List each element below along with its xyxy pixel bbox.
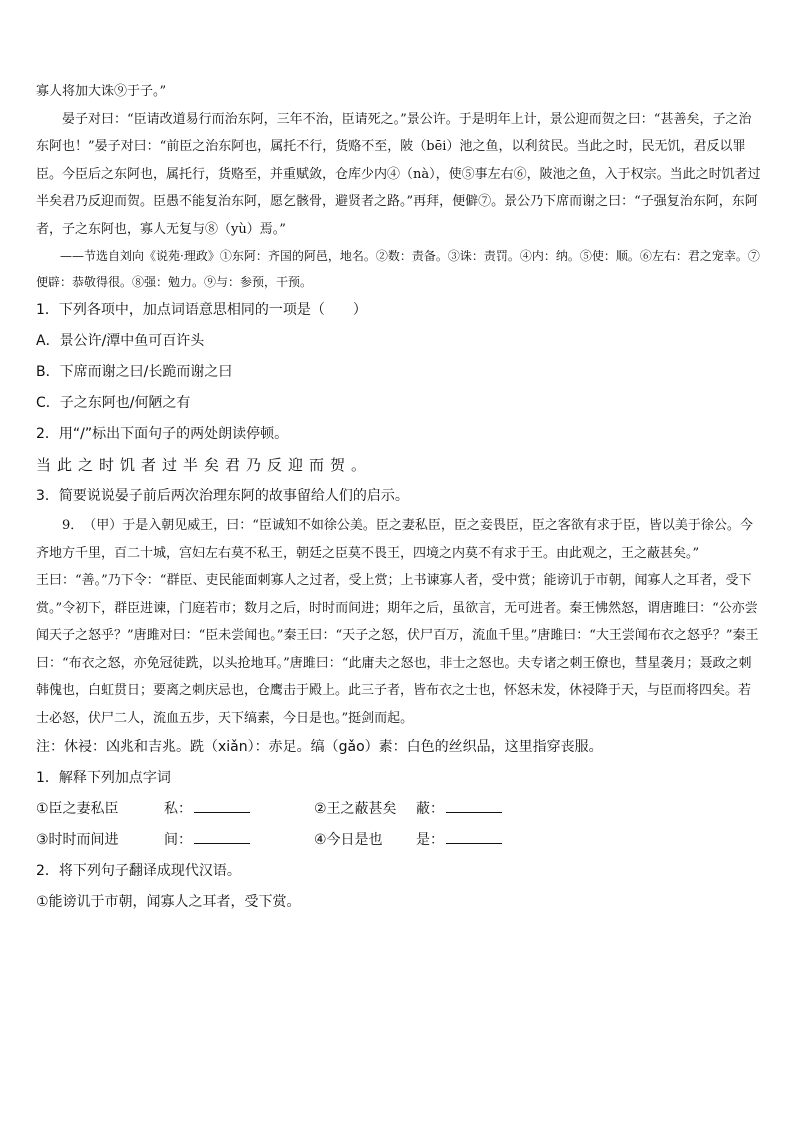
question1-3: 3．简要说说晏子前后两次治理东阿的故事留给人们的启示。 bbox=[36, 488, 409, 504]
question1-2-sentence: 当此之时饥者过半矣君乃反迎而贺。 bbox=[36, 456, 373, 474]
passage2-paragraph2: 王曰：“善。”乃下令：“群臣、吏民能面刺寡人之过者，受上赏；上书谏寡人者，受中赏；能谤讥于市朝，闻寡人之耳者，受下赏。”令初下，群臣进谏，门庭若市；数月之后，时时而间进；期年之后，虽欲言，无可进者。秦王怫然怒，谓唐雎曰：“公亦尝闻天子之怒乎？”唐雎对曰：“臣未尝闻也。”秦王曰：“天子之怒，伏尸百万，流血千里。”唐雎曰：“大王尝闻布衣之怒乎？”秦王曰：“布衣之怒，亦免冠徒跣，以头抢地耳。”唐雎曰：“此庸夫之怒也，非士之怒也。夫专诸之刺王僚也，彗星袭月；聂政之刺韩傀也，白虹贯日；要离之刺庆忌也，仓鹰击于殿上。此三子者，皆布衣之士也，怀怒未发，休祲降于天，与臣而将四矣。若士必怒，伏尸二人，流血五步，天下缟素，今日是也。”挺剑而起。 bbox=[36, 573, 759, 726]
vocab-key: 是： bbox=[416, 832, 444, 848]
answer-blank[interactable] bbox=[446, 829, 502, 844]
option-b: B．下席而谢之曰/长跪而谢之曰 bbox=[36, 364, 233, 380]
question2-2: 2．将下列句子翻译成现代汉语。 bbox=[36, 863, 241, 879]
vocab-key: 间： bbox=[164, 832, 192, 848]
option-c: C．子之东阿也/何陋之有 bbox=[36, 395, 191, 411]
passage1-paragraph: 晏子对曰：“臣请改道易行而治东阿，三年不治，臣请死之。”景公许。于是明年上计，景公迎而贺之曰：“甚善矣，子之治东阿也！”晏子对曰：“前臣之治东阿也，属托不行，货赂不至，陂（bēi）池之鱼，以利贫民。当此之时，民无饥，君反以罪臣。今臣后之东阿也，属托行，货赂至，并重赋敛，仓库少内④（nà），使⑤事左右⑥，陂池之鱼，入于权宗。当此之时饥者过半矣君乃反迎而贺。臣愚不能复治东阿，愿乞骸骨，避贤者之路。”再拜，便僻⑦。景公乃下席而谢之曰：“子强复治东阿，东阿者，子之东阿也，寡人无复与⑧（yù）焉。” bbox=[36, 111, 761, 237]
vocab-item-3 bbox=[36, 825, 250, 856]
vocab-key: 私： bbox=[164, 801, 192, 817]
vocab-item-2 bbox=[314, 794, 502, 825]
vocab-label: ③时时而间进 bbox=[36, 832, 119, 848]
answer-blank[interactable] bbox=[194, 798, 250, 813]
vocab-row-2 bbox=[36, 825, 762, 856]
option-a: A．景公许/潭中鱼可百许头 bbox=[36, 333, 205, 349]
question1-2: 2．用“/”标出下面句子的两处朗读停顿。 bbox=[36, 426, 289, 442]
passage2-note: 注：休祲：凶兆和吉兆。跣（xiǎn）：赤足。缟（gǎo）素：白色的丝织品，这里指穿丧服。 bbox=[36, 739, 603, 755]
question2-1: 1．解释下列加点字词 bbox=[36, 770, 171, 786]
answer-blank[interactable] bbox=[446, 798, 502, 813]
vocab-item-4 bbox=[314, 825, 502, 856]
vocab-label: ②王之蔽甚矣 bbox=[314, 801, 397, 817]
question2-2-item: ①能谤讥于市朝，闻寡人之耳者，受下赏。 bbox=[36, 894, 301, 910]
vocab-item-1 bbox=[36, 794, 250, 825]
vocab-row-1 bbox=[36, 794, 762, 825]
document-page bbox=[36, 78, 762, 918]
passage1-line0: 寡人将加大诛⑨于子。” bbox=[36, 84, 167, 99]
vocab-key: 蔽： bbox=[416, 801, 444, 817]
passage1-source-notes: ——节选自刘向《说苑·理政》①东阿：齐国的阿邑，地名。②数：责备。③诛：责罚。④内：纳。⑤使：顺。⑥左右：君之宠幸。⑦便辟：恭敬得很。⑧强：勉力。⑨与：参预，干预。 bbox=[36, 249, 760, 289]
passage2-paragraph1: 9． （甲）于是入朝见威王，曰：“臣诚知不如徐公美。臣之妻私臣，臣之妾畏臣，臣之客欲有求于臣，皆以美于徐公。今齐地方千里，百二十城，宫妇左右莫不私王，朝廷之臣莫不畏王，四境之内莫不有求于王。由此观之，王之蔽甚矣。” bbox=[36, 518, 753, 561]
question1-1: 1．下列各项中，加点词语意思相同的一项是（ ） bbox=[36, 302, 367, 318]
vocab-label: ④今日是也 bbox=[314, 832, 383, 848]
vocab-label: ①臣之妻私臣 bbox=[36, 801, 119, 817]
answer-blank[interactable] bbox=[194, 829, 250, 844]
